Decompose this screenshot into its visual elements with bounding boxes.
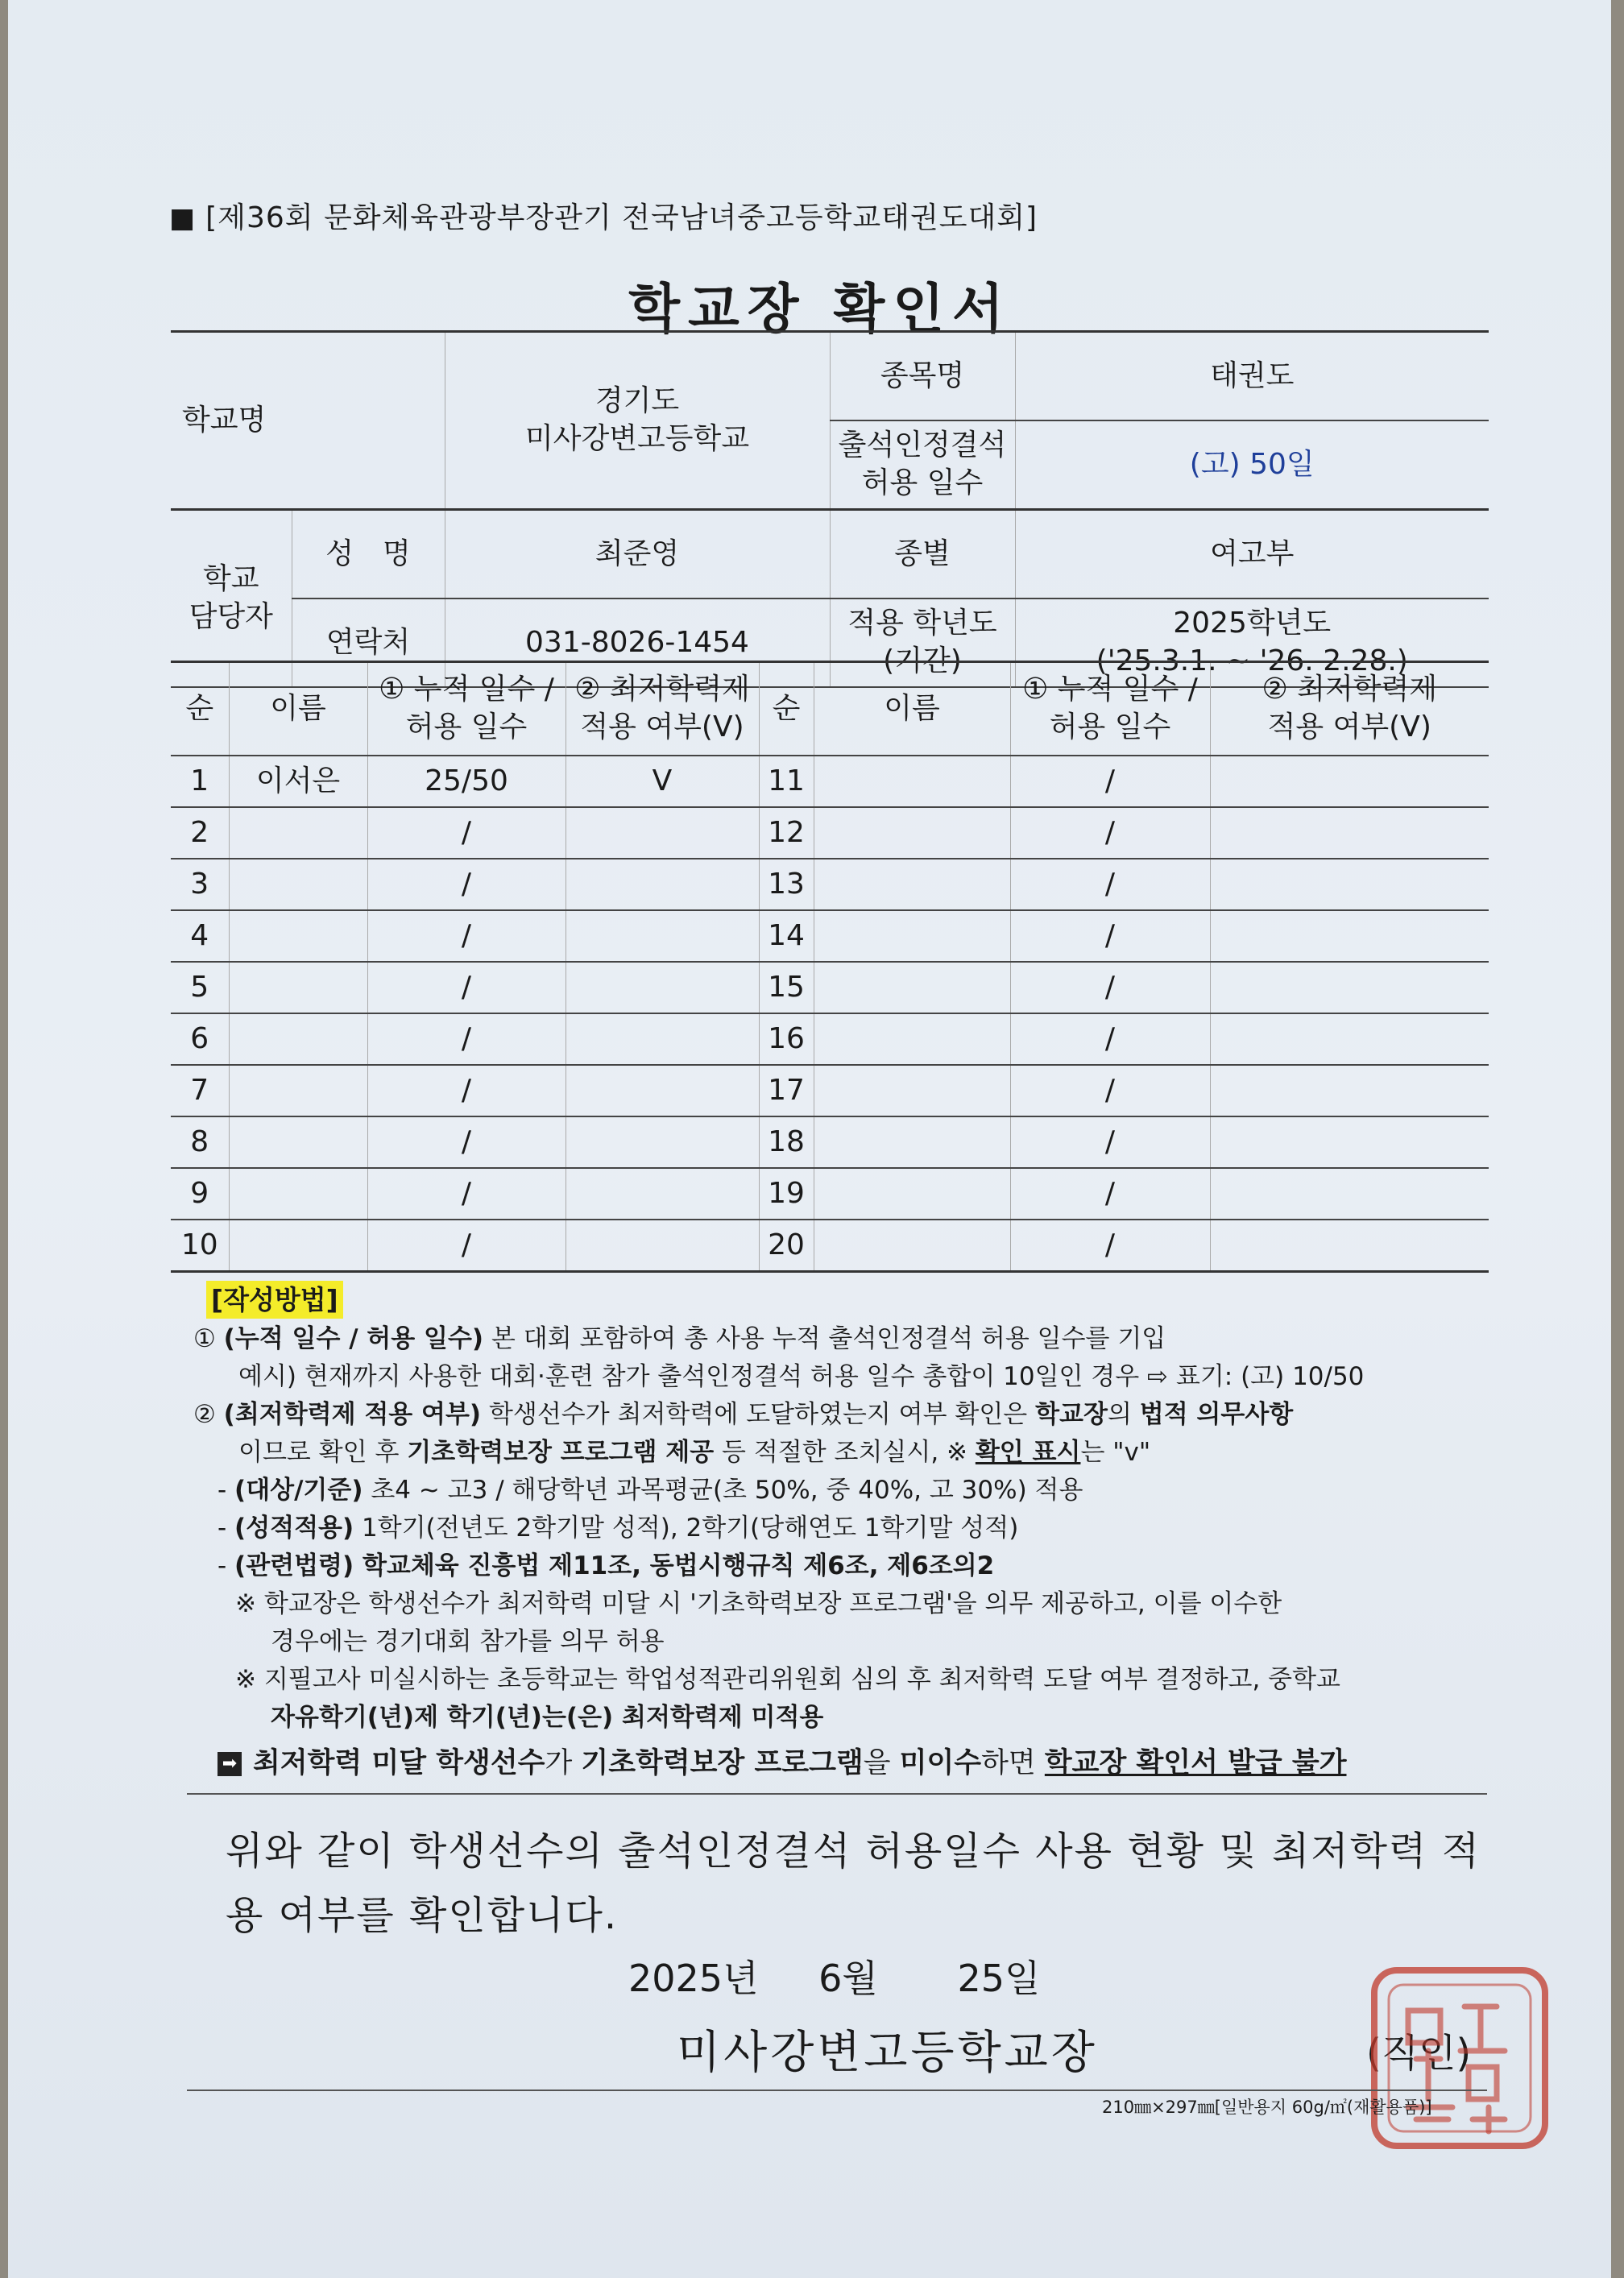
cell-right-no: 12 bbox=[759, 807, 814, 859]
cell-left-min bbox=[566, 1220, 759, 1272]
note-2-title: (최저학력제 적용 여부) bbox=[223, 1400, 482, 1429]
cell-right-days: / bbox=[1010, 859, 1210, 910]
remark-1-line2: 경우에는 경기대회 참가를 의무 허용 bbox=[271, 1627, 665, 1656]
roster-body bbox=[171, 756, 1489, 1272]
footer-divider bbox=[187, 2090, 1487, 2091]
division-value: 여고부 bbox=[1015, 510, 1489, 599]
paper-spec: 210㎜×297㎜[일반용지 60g/㎡(재활용품)] bbox=[1102, 2098, 1432, 2117]
event-label: 종목명 bbox=[830, 332, 1015, 421]
school-province: 경기도 bbox=[594, 384, 680, 418]
warn-f: 하면 bbox=[981, 1747, 1045, 1779]
cell-right-no: 13 bbox=[759, 859, 814, 910]
cell-left-days: / bbox=[367, 962, 566, 1013]
header-days-right bbox=[1010, 662, 1210, 756]
table-row bbox=[171, 1220, 1489, 1272]
cell-right-min bbox=[1210, 910, 1489, 962]
note-2-line2 bbox=[193, 1434, 1482, 1472]
phone-label: 연락처 bbox=[292, 598, 445, 687]
note-2-program: 기초학력보장 프로그램 제공 bbox=[407, 1438, 715, 1467]
cell-left-no: 7 bbox=[171, 1065, 229, 1116]
year-label-line1: 적용 학년도 bbox=[847, 607, 997, 640]
note-2-legal-duty: 법적 의무사항 bbox=[1139, 1400, 1294, 1429]
cell-left-min bbox=[566, 1013, 759, 1065]
table-row bbox=[171, 910, 1489, 962]
cell-left-no: 8 bbox=[171, 1116, 229, 1168]
cell-left-min bbox=[566, 910, 759, 962]
cell-left-no: 2 bbox=[171, 807, 229, 859]
date-day: 25일 bbox=[957, 1957, 1041, 2000]
competition-header bbox=[169, 195, 1038, 236]
cell-right-no: 20 bbox=[759, 1220, 814, 1272]
table-row bbox=[171, 756, 1489, 807]
header-no-left: 순 bbox=[171, 662, 229, 756]
cell-right-days: / bbox=[1010, 910, 1210, 962]
cell-left-min bbox=[566, 1065, 759, 1116]
header-days-left bbox=[367, 662, 566, 756]
grade-text: 1학기(전년도 2학기말 성적), 2학기(당해연도 1학기말 성적) bbox=[354, 1514, 1019, 1543]
note-2-mark: 확인 표시 bbox=[975, 1438, 1081, 1467]
cell-right-no: 17 bbox=[759, 1065, 814, 1116]
cell-left-name bbox=[229, 1013, 367, 1065]
document-page bbox=[8, 0, 1611, 2278]
cell-left-no: 4 bbox=[171, 910, 229, 962]
cell-right-days: / bbox=[1010, 962, 1210, 1013]
cell-right-name bbox=[814, 807, 1010, 859]
cell-left-name bbox=[229, 962, 367, 1013]
date-year: 2025년 bbox=[628, 1957, 759, 2000]
school-name: 미사강변고등학교 bbox=[524, 422, 750, 455]
cell-left-min: V bbox=[566, 756, 759, 807]
header-name-left: 이름 bbox=[229, 662, 367, 756]
warning-line bbox=[193, 1745, 1482, 1783]
cell-left-days: / bbox=[367, 859, 566, 910]
year-value-line2: ('25.3.1. ~ '26. 2.28.) bbox=[1096, 644, 1408, 677]
cell-right-days: / bbox=[1010, 1116, 1210, 1168]
cell-left-name bbox=[229, 1168, 367, 1220]
instructions bbox=[193, 1281, 1482, 1783]
allow-label bbox=[830, 420, 1015, 510]
warn-a: 최저학력 미달 학생선수 bbox=[253, 1747, 545, 1779]
cell-left-no: 5 bbox=[171, 962, 229, 1013]
cell-right-name bbox=[814, 910, 1010, 962]
table-row bbox=[171, 1116, 1489, 1168]
note-2-text: 학생선수가 최저학력에 도달하였는지 여부 확인은 bbox=[481, 1400, 1036, 1429]
remark-1-line1: ※ 학교장은 학생선수가 최저학력 미달 시 '기초학력보장 프로그램'을 의무 제공하고, 이를 이수한 bbox=[235, 1589, 1282, 1618]
confirmation-text: 위와 같이 학생선수의 출석인정결석 허용일수 사용 현황 및 최저학력 적용 여부를 확인합니다. bbox=[226, 1829, 1481, 1938]
school-label: 학교명 bbox=[171, 332, 445, 510]
cell-left-days: 25/50 bbox=[367, 756, 566, 807]
contact-label-line2: 담당자 bbox=[188, 600, 273, 633]
grade-title: (성적적용) bbox=[234, 1514, 354, 1543]
cell-right-name bbox=[814, 1013, 1010, 1065]
cell-left-no: 9 bbox=[171, 1168, 229, 1220]
square-bullet-icon: ■ bbox=[169, 202, 197, 234]
year-value-line1: 2025학년도 bbox=[1173, 607, 1332, 640]
header-min-left bbox=[566, 662, 759, 756]
cell-right-name bbox=[814, 1065, 1010, 1116]
cell-left-days: / bbox=[367, 1220, 566, 1272]
cell-left-no: 3 bbox=[171, 859, 229, 910]
divider bbox=[187, 1793, 1487, 1795]
cell-left-name bbox=[229, 910, 367, 962]
cell-left-name: 이서은 bbox=[229, 756, 367, 807]
cell-right-days: / bbox=[1010, 1220, 1210, 1272]
roster-table bbox=[171, 661, 1489, 1273]
cell-right-no: 11 bbox=[759, 756, 814, 807]
info-table bbox=[171, 330, 1489, 688]
cell-left-name bbox=[229, 1116, 367, 1168]
cell-right-days: / bbox=[1010, 1013, 1210, 1065]
cell-right-min bbox=[1210, 962, 1489, 1013]
header-days-line1: ① 누적 일수 / bbox=[1022, 673, 1198, 706]
cell-left-no: 1 bbox=[171, 756, 229, 807]
cell-left-no: 10 bbox=[171, 1220, 229, 1272]
note-1-title: (누적 일수 / 허용 일수) bbox=[223, 1324, 484, 1353]
header-min-line1: ② 최저학력제 bbox=[574, 673, 750, 706]
cell-right-min bbox=[1210, 807, 1489, 859]
remark-2-line2: 자유학기(년)제 학기(년)는(은) 최저학력제 미적용 bbox=[271, 1703, 824, 1732]
warn-d: 을 bbox=[863, 1747, 900, 1779]
cell-right-min bbox=[1210, 1168, 1489, 1220]
division-label: 종별 bbox=[830, 510, 1015, 599]
name-value: 최준영 bbox=[445, 510, 830, 599]
cell-right-no: 14 bbox=[759, 910, 814, 962]
note-2-line2-a: 이므로 확인 후 bbox=[238, 1438, 408, 1467]
cell-left-min bbox=[566, 859, 759, 910]
cell-right-min bbox=[1210, 1065, 1489, 1116]
header-days-line1: ① 누적 일수 / bbox=[379, 673, 554, 706]
cell-left-no: 6 bbox=[171, 1013, 229, 1065]
target-text: 초4 ~ 고3 / 해당학년 과목평균(초 50%, 중 40%, 고 30%) 적용 bbox=[362, 1476, 1083, 1505]
cell-left-min bbox=[566, 962, 759, 1013]
seal-label: (직인) bbox=[1366, 2031, 1472, 2076]
name-label: 성 명 bbox=[292, 510, 445, 599]
cell-left-min bbox=[566, 807, 759, 859]
cell-right-name bbox=[814, 859, 1010, 910]
table-row bbox=[171, 962, 1489, 1013]
grade-line: - (성적적용) 1학기(전년도 2학기말 성적), 2학기(당해연도 1학기말 성적) bbox=[218, 1514, 1019, 1543]
target-line: - (대상/기준) 초4 ~ 고3 / 해당학년 과목평균(초 50%, 중 40%, 고 30%) 적용 bbox=[218, 1476, 1083, 1505]
header-no-right: 순 bbox=[759, 662, 814, 756]
arrow-box-icon: ➡ bbox=[218, 1752, 242, 1776]
cell-right-name bbox=[814, 1116, 1010, 1168]
warn-b: 가 bbox=[545, 1747, 582, 1779]
cell-right-min bbox=[1210, 756, 1489, 807]
phone-value: 031-8026-1454 bbox=[445, 598, 830, 687]
cell-left-days: / bbox=[367, 910, 566, 962]
header-days-line2: 허용 일수 bbox=[1049, 710, 1171, 743]
note-1: ① (누적 일수 / 허용 일수) 본 대회 포함하여 총 사용 누적 출석인정결석 허용 일수를 기입 bbox=[193, 1324, 1166, 1353]
year-label-line2: (기간) bbox=[883, 644, 962, 677]
note-1-text: 본 대회 포함하여 총 사용 누적 출석인정결석 허용 일수를 기입 bbox=[483, 1324, 1166, 1353]
remark-2-line1: ※ 지필고사 미실시하는 초등학교는 학업성적관리위원회 심의 후 최저학력 도달 여부 결정하고, 중학교 bbox=[235, 1665, 1341, 1694]
cell-right-no: 15 bbox=[759, 962, 814, 1013]
header-days-line2: 허용 일수 bbox=[405, 710, 528, 743]
cell-right-min bbox=[1210, 1220, 1489, 1272]
cell-left-days: / bbox=[367, 1116, 566, 1168]
cell-right-name bbox=[814, 1220, 1010, 1272]
cell-left-days: / bbox=[367, 1013, 566, 1065]
cell-right-name bbox=[814, 756, 1010, 807]
note-2-line2-c: 등 적절한 조치실시, ※ bbox=[714, 1438, 976, 1467]
cell-left-days: / bbox=[367, 1168, 566, 1220]
header-min-line2: 적용 여부(V) bbox=[1267, 710, 1431, 743]
allow-label-line2: 허용 일수 bbox=[861, 466, 984, 499]
cell-left-name bbox=[229, 1220, 367, 1272]
cell-right-days: / bbox=[1010, 756, 1210, 807]
page-title: 학교장 확인서 bbox=[628, 278, 1012, 340]
roster-header-row bbox=[171, 662, 1489, 756]
table-row bbox=[171, 1013, 1489, 1065]
instructions-tag: [작성방법] bbox=[206, 1281, 343, 1319]
allow-value: (고) 50일 bbox=[1015, 420, 1489, 510]
school-value bbox=[445, 332, 830, 510]
cell-left-name bbox=[229, 859, 367, 910]
cell-left-name bbox=[229, 1065, 367, 1116]
cell-right-min bbox=[1210, 1013, 1489, 1065]
allow-label-line1: 출석인정결석 bbox=[838, 429, 1007, 462]
note-2: ② (최저학력제 적용 여부) 학생선수가 최저학력에 도달하였는지 여부 확인은 학교장의 법적 의무사항 bbox=[193, 1400, 1294, 1429]
cell-right-no: 18 bbox=[759, 1116, 814, 1168]
cell-right-days: / bbox=[1010, 1168, 1210, 1220]
event-value: 태권도 bbox=[1015, 332, 1489, 421]
cell-right-days: / bbox=[1010, 1065, 1210, 1116]
table-row bbox=[171, 1168, 1489, 1220]
cell-right-days: / bbox=[1010, 807, 1210, 859]
school-seal-stamp bbox=[1368, 1962, 1553, 2156]
cell-left-name bbox=[229, 807, 367, 859]
note-2-line2-e: 는 "v" bbox=[1080, 1438, 1151, 1467]
law-text: 학교체육 진흥법 제11조, 동법시행규칙 제6조, 제6조의2 bbox=[354, 1551, 995, 1580]
law-title: (관련법령) bbox=[234, 1551, 354, 1580]
note-1-example: 예시) 현재까지 사용한 대회·훈련 참가 출석인정결석 허용 일수 총합이 10일인 경우 ⇨ 표기: (고) 10/50 bbox=[238, 1362, 1365, 1391]
cell-right-no: 16 bbox=[759, 1013, 814, 1065]
note-2-principal: 학교장 bbox=[1035, 1400, 1108, 1429]
warn-e: 미이수 bbox=[899, 1747, 982, 1779]
cell-right-name bbox=[814, 1168, 1010, 1220]
cell-left-min bbox=[566, 1168, 759, 1220]
cell-left-days: / bbox=[367, 807, 566, 859]
contact-label-line1: 학교 bbox=[202, 562, 259, 596]
table-row bbox=[171, 807, 1489, 859]
warn-g: 학교장 확인서 발급 불가 bbox=[1044, 1747, 1347, 1779]
header-min-right bbox=[1210, 662, 1489, 756]
cell-right-min bbox=[1210, 1116, 1489, 1168]
issue-date bbox=[628, 1949, 1040, 2003]
principal-name: 미사강변고등학교장 bbox=[677, 2027, 1098, 2079]
cell-right-no: 19 bbox=[759, 1168, 814, 1220]
target-title: (대상/기준) bbox=[234, 1476, 363, 1505]
table-row bbox=[171, 859, 1489, 910]
warn-c: 기초학력보장 프로그램 bbox=[581, 1747, 864, 1779]
law-line: - (관련법령) 학교체육 진흥법 제11조, 동법시행규칙 제6조, 제6조의2 bbox=[218, 1551, 995, 1580]
competition-name: [제36회 문화체육관광부장관기 전국남녀중고등학교태권도대회] bbox=[205, 201, 1038, 234]
cell-left-min bbox=[566, 1116, 759, 1168]
header-min-line2: 적용 여부(V) bbox=[580, 710, 744, 743]
cell-right-name bbox=[814, 962, 1010, 1013]
cell-right-min bbox=[1210, 859, 1489, 910]
note-2-particle: 의 bbox=[1107, 1400, 1140, 1429]
date-month: 6월 bbox=[818, 1957, 878, 2000]
header-min-line1: ② 최저학력제 bbox=[1262, 673, 1438, 706]
table-row bbox=[171, 1065, 1489, 1116]
header-name-right: 이름 bbox=[814, 662, 1010, 756]
cell-left-days: / bbox=[367, 1065, 566, 1116]
